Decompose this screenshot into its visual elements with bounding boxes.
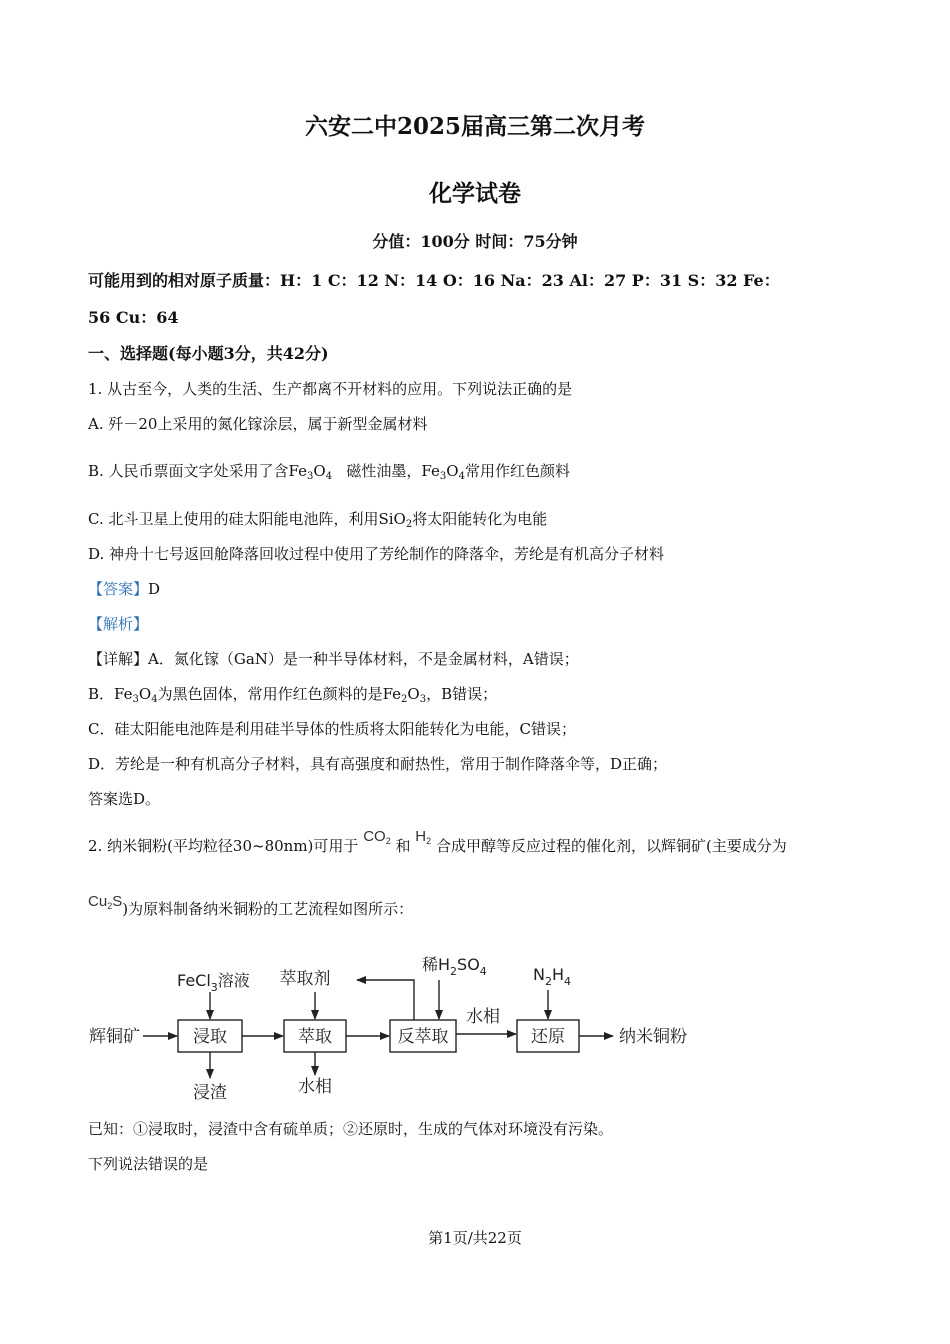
page-footer: 第1页/共22页 (428, 1229, 522, 1247)
arrow-extractant-recycle (357, 980, 414, 1020)
q2-stem: 2. 纳米铜粉(平均粒径30~80nm)可用于 $CO_2$ 和 $H_2$ 合成甲醇等反应过程的催化剂，以辉铜矿(主要成分为 (88, 828, 787, 855)
product-label: 纳米铜粉 (619, 1027, 687, 1047)
q2-known: 已知：①浸取时，浸渣中含有硫单质；②还原时，生成的气体对环境没有污染。 (88, 1120, 614, 1138)
q1-option-d: D. 神舟十七号返回舱降落回收过程中使用了芳纶制作的降落伞，芳纶是有机高分子材料 (88, 545, 665, 563)
step-strip-label: 反萃取 (397, 1027, 449, 1047)
exam-title: 六安二中2025届高三第二次月考 (304, 113, 645, 140)
step-leach-label: 浸取 (193, 1027, 227, 1047)
q1-detail-c: C．硅太阳能电池阵是利用硅半导体的性质将太阳能转化为电能，C错误； (88, 720, 576, 738)
q1-detail-b: B．$Fe_3O_4$为黑色固体，常用作红色颜料的是$Fe_2O_3$，B错误； (88, 685, 498, 705)
step-reduce-label: 还原 (531, 1027, 565, 1047)
start-material-label: 辉铜矿 (89, 1027, 140, 1047)
q1-detail-d: D．芳纶是一种有机高分子材料，具有高强度和耐热性，常用于制作降落伞等，D正确； (88, 755, 668, 773)
step-extract-label: 萃取 (298, 1027, 332, 1047)
reagent-fecl3-label: FeCl$_3$溶液 (177, 971, 250, 994)
q1-detail-a: 【详解】A．氮化镓（GaN）是一种半导体材料，不是金属材料，A错误； (88, 650, 579, 668)
q1-option-c: C. 北斗卫星上使用的硅太阳能电池阵，利用SiO$_2$将太阳能转化为电能 (88, 510, 548, 530)
q2-question: 下列说法错误的是 (88, 1155, 209, 1173)
atomic-mass-line2: 56 Cu：64 (88, 308, 179, 327)
q1-answer: 【答案】D (88, 580, 161, 598)
atomic-mass-line1: 可能用到的相对原子质量：H：1 C：12 N：14 O：16 Na：23 Al：27 P：31 S：32 Fe： (88, 271, 780, 290)
q1-option-a: A. 歼－20上采用的氮化镓涂层，属于新型金属材料 (88, 415, 428, 433)
waste-residue-label: 浸渣 (193, 1083, 227, 1103)
q1-option-b: B. 人民币票面文字处采用了含$Fe_3O_4$ 磁性油墨，$Fe_3O_4$常用作红色颜料 (88, 462, 570, 482)
reagent-extractant-label: 萃取剂 (279, 969, 331, 989)
q2-stem-line2: $Cu_2S$)为原料制备纳米铜粉的工艺流程如图所示： (88, 893, 414, 918)
section-heading: 一、选择题(每小题3分，共42分) (88, 344, 329, 363)
waste-aqueous-label: 水相 (298, 1077, 332, 1097)
q1-conclusion: 答案选D。 (88, 790, 161, 808)
score-time: 分值：100分 时间：75分钟 (372, 232, 578, 251)
subject-title: 化学试卷 (429, 180, 521, 207)
reagent-n2h4-label: $N_2H_4$ (533, 965, 571, 988)
process-flow-diagram (85, 950, 705, 1110)
q1-analysis-label: 【解析】 (88, 615, 149, 633)
aqueous-phase-label: 水相 (466, 1007, 500, 1027)
reagent-h2so4-label: 稀$H_2SO_4$ (422, 955, 487, 978)
q1-stem: 1. 从古至今，人类的生活、生产都离不开材料的应用。下列说法正确的是 (88, 380, 573, 398)
